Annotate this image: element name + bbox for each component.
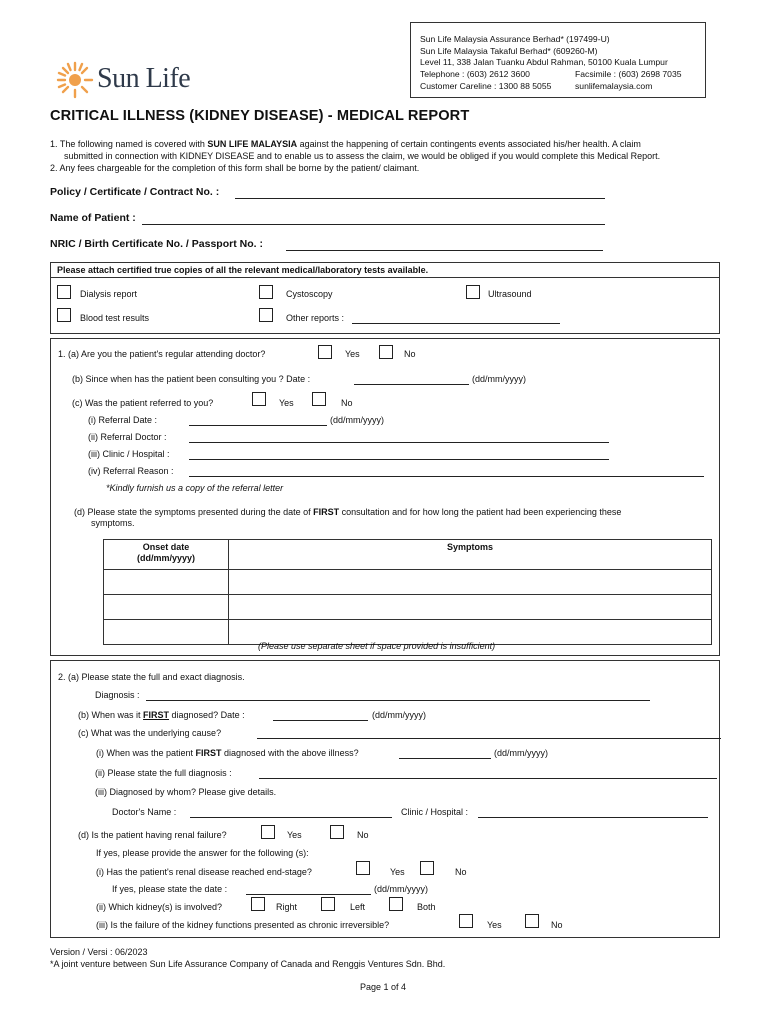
q2a-text: 2. (a) Please state the full and exact diagnosis. bbox=[58, 672, 245, 682]
left-kidney-label: Left bbox=[350, 902, 366, 912]
doctor-name-field[interactable] bbox=[190, 816, 392, 818]
q1civ-text: (iv) Referral Reason : bbox=[88, 466, 174, 476]
diagnosis-label: Diagnosis : bbox=[95, 690, 140, 700]
right-kidney-checkbox[interactable] bbox=[251, 897, 265, 911]
facsimile: Facsimile : (603) 2698 7035 bbox=[575, 69, 682, 80]
onset-date-cell[interactable] bbox=[104, 570, 229, 595]
company-address-box bbox=[410, 22, 706, 98]
doctor-name-label: Doctor's Name : bbox=[112, 807, 177, 817]
onset-date-header-line1: Onset date bbox=[142, 542, 190, 552]
address-line-1: Sun Life Malaysia Assurance Berhad* (197499-U) bbox=[420, 34, 610, 44]
q1a-no-checkbox[interactable] bbox=[379, 345, 393, 359]
referral-date-field[interactable] bbox=[189, 424, 327, 426]
table-row bbox=[104, 595, 712, 620]
cystoscopy-label: Cystoscopy bbox=[286, 289, 333, 299]
intro-text-2: against the happening of certain contingents events associated his/her health. A claim bbox=[297, 139, 641, 149]
ultrasound-label: Ultrasound bbox=[488, 289, 532, 299]
dialysis-label: Dialysis report bbox=[80, 289, 138, 299]
q1d-text-cont: symptoms. bbox=[91, 518, 135, 528]
q2d-text: (d) Is the patient having renal failure? bbox=[78, 830, 227, 840]
q2di-no-checkbox[interactable] bbox=[420, 861, 434, 875]
company-logo bbox=[55, 60, 200, 100]
separate-sheet-note: (Please use separate sheet if space provided is insufficient) bbox=[258, 641, 496, 651]
both-kidney-label: Both bbox=[417, 902, 436, 912]
q2diii-yes-checkbox[interactable] bbox=[459, 914, 473, 928]
intro-paragraph-2: 2. Any fees chargeable for the completion of this form shall be borne by the patient/ claimant. bbox=[50, 163, 420, 173]
version-text: Version / Versi : 06/2023 bbox=[50, 947, 148, 957]
symptoms-header: Symptoms bbox=[229, 540, 712, 570]
q1c-yes-label: Yes bbox=[279, 398, 294, 408]
blood-test-label: Blood test results bbox=[80, 313, 150, 323]
left-kidney-checkbox[interactable] bbox=[321, 897, 335, 911]
q2ci-text-b: diagnosed with the above illness? bbox=[221, 748, 359, 758]
address-phone-row bbox=[420, 69, 705, 81]
clinic-hospital-label: Clinic / Hospital : bbox=[401, 807, 469, 817]
table-row bbox=[104, 570, 712, 595]
q2ciii-text: (iii) Diagnosed by whom? Please give details. bbox=[95, 787, 277, 797]
other-reports-label: Other reports : bbox=[286, 313, 345, 323]
q2di-yes-checkbox[interactable] bbox=[356, 861, 370, 875]
right-kidney-label: Right bbox=[276, 902, 298, 912]
q2di-yes-label: Yes bbox=[390, 867, 405, 877]
first-diagnosed-date-field[interactable] bbox=[273, 719, 368, 721]
address-line-2: Sun Life Malaysia Takaful Berhad* (609260-M) bbox=[420, 45, 598, 56]
q2diii-no-checkbox[interactable] bbox=[525, 914, 539, 928]
q2diii-no-label: No bbox=[551, 920, 563, 930]
diagnosis-field[interactable] bbox=[146, 699, 650, 701]
both-kidney-checkbox[interactable] bbox=[389, 897, 403, 911]
q1ciii-text: (iii) Clinic / Hospital : bbox=[88, 449, 170, 459]
onset-date-header-line2: (dd/mm/yyyy) bbox=[136, 553, 196, 563]
address-line-3: Level 11, 338 Jalan Tuanku Abdul Rahman, 50100 Kuala Lumpur bbox=[420, 57, 668, 68]
intro-text: 1. The following named is covered with bbox=[50, 139, 208, 149]
q1a-text: 1. (a) Are you the patient's regular attending doctor? bbox=[58, 349, 266, 359]
q1a-no-label: No bbox=[404, 349, 416, 359]
underlying-cause-field[interactable] bbox=[257, 737, 721, 739]
q1b-text: (b) Since when has the patient been consulting you ? Date : bbox=[72, 374, 311, 384]
q1d-first: FIRST bbox=[313, 507, 340, 517]
symptoms-table bbox=[103, 539, 712, 645]
logo-wordmark: Sun Life bbox=[97, 63, 191, 94]
q2b-text bbox=[78, 710, 245, 721]
q2di-no-label: No bbox=[455, 867, 467, 877]
q2ci-text-a: (i) When was the patient bbox=[96, 748, 196, 758]
blood-test-checkbox[interactable] bbox=[57, 308, 71, 322]
clinic-hospital-field[interactable] bbox=[478, 816, 708, 818]
q2d-no-checkbox[interactable] bbox=[330, 825, 344, 839]
q1d-text-a: (d) Please state the symptoms presented during the date of bbox=[74, 507, 314, 517]
end-stage-date-format: (dd/mm/yyyy) bbox=[374, 884, 428, 894]
q2dii-text: (ii) Which kidney(s) is involved? bbox=[96, 902, 223, 912]
q2diii-yes-label: Yes bbox=[487, 920, 502, 930]
q1a-yes-checkbox[interactable] bbox=[318, 345, 332, 359]
patient-name-label: Name of Patient : bbox=[50, 212, 136, 224]
patient-name-field[interactable] bbox=[142, 223, 605, 225]
website: sunlifemalaysia.com bbox=[575, 80, 653, 91]
telephone: Telephone : (603) 2612 3600 bbox=[420, 69, 530, 80]
sun-logo-icon bbox=[55, 60, 95, 100]
dialysis-checkbox[interactable] bbox=[57, 285, 71, 299]
policy-number-label: Policy / Certificate / Contract No. : bbox=[50, 186, 220, 198]
page-number: Page 1 of 4 bbox=[360, 982, 407, 992]
onset-date-cell[interactable] bbox=[104, 595, 229, 620]
q2b-format: (dd/mm/yyyy) bbox=[372, 710, 426, 720]
onset-date-header bbox=[104, 540, 229, 570]
q2ci-text bbox=[96, 748, 359, 759]
q1d-text bbox=[74, 507, 621, 518]
q2ci-first: FIRST bbox=[195, 748, 222, 758]
referral-clinic-field[interactable] bbox=[189, 458, 609, 460]
q2ci-format: (dd/mm/yyyy) bbox=[494, 748, 548, 758]
nric-label: NRIC / Birth Certificate No. / Passport No. : bbox=[50, 238, 263, 250]
q1ci-text: (i) Referral Date : bbox=[88, 415, 158, 425]
full-diagnosis-field[interactable] bbox=[259, 777, 717, 779]
q1b-format: (dd/mm/yyyy) bbox=[472, 374, 526, 384]
end-stage-date-label: If yes, please state the date : bbox=[112, 884, 228, 894]
q1d-text-b: consultation and for how long the patient had been experiencing these bbox=[339, 507, 622, 517]
symptoms-cell[interactable] bbox=[229, 570, 712, 595]
question-2-section bbox=[50, 660, 720, 938]
q2b-first: FIRST bbox=[143, 710, 170, 720]
page-title: CRITICAL ILLNESS (KIDNEY DISEASE) - MEDICAL REPORT bbox=[50, 108, 470, 124]
ultrasound-checkbox[interactable] bbox=[466, 285, 480, 299]
illness-date-field[interactable] bbox=[399, 757, 491, 759]
q1c-yes-checkbox[interactable] bbox=[252, 392, 266, 406]
symptoms-cell[interactable] bbox=[229, 595, 712, 620]
q1c-text: (c) Was the patient referred to you? bbox=[72, 398, 214, 408]
referral-doctor-field[interactable] bbox=[189, 441, 609, 443]
q2b-text-b: diagnosed? Date : bbox=[169, 710, 245, 720]
q1cii-text: (ii) Referral Doctor : bbox=[88, 432, 167, 442]
referral-letter-note: *Kindly furnish us a copy of the referral letter bbox=[106, 483, 284, 493]
q2b-text-a: (b) When was it bbox=[78, 710, 144, 720]
intro-paragraph-1-cont: submitted in connection with KIDNEY DISEASE and to enable us to assess the claim, we would be obliged if you would complete this Medical Report. bbox=[64, 151, 661, 161]
nric-field[interactable] bbox=[286, 249, 603, 251]
cystoscopy-checkbox[interactable] bbox=[259, 285, 273, 299]
end-stage-date-field[interactable] bbox=[246, 893, 371, 895]
q2di-text: (i) Has the patient's renal disease reached end-stage? bbox=[96, 867, 312, 877]
address-careline-row bbox=[420, 81, 705, 93]
q2d-no-label: No bbox=[357, 830, 369, 840]
onset-date-cell[interactable] bbox=[104, 620, 229, 645]
other-reports-checkbox[interactable] bbox=[259, 308, 273, 322]
intro-paragraph-1 bbox=[50, 139, 641, 150]
q1c-no-checkbox[interactable] bbox=[312, 392, 326, 406]
referral-reason-field[interactable] bbox=[189, 475, 704, 477]
other-reports-field[interactable] bbox=[352, 322, 560, 324]
policy-number-field[interactable] bbox=[235, 197, 605, 199]
q1c-no-label: No bbox=[341, 398, 353, 408]
q2d-yes-label: Yes bbox=[287, 830, 302, 840]
referral-date-format: (dd/mm/yyyy) bbox=[330, 415, 384, 425]
q2c-text: (c) What was the underlying cause? bbox=[78, 728, 222, 738]
q1b-date-field[interactable] bbox=[354, 383, 469, 385]
careline: Customer Careline : 1300 88 5055 bbox=[420, 80, 552, 91]
attachment-heading: Please attach certified true copies of all the relevant medical/laboratory tests available. bbox=[57, 265, 429, 275]
q2diii-text: (iii) Is the failure of the kidney functions presented as chronic irreversible? bbox=[96, 920, 390, 930]
q2d-if-yes-text: If yes, please provide the answer for the following (s): bbox=[96, 848, 309, 858]
q2cii-text: (ii) Please state the full diagnosis : bbox=[95, 768, 232, 778]
q2d-yes-checkbox[interactable] bbox=[261, 825, 275, 839]
joint-venture-note: *A joint venture between Sun Life Assurance Company of Canada and Renggis Ventures Sdn. Bhd. bbox=[50, 959, 446, 969]
intro-company: SUN LIFE MALAYSIA bbox=[207, 139, 298, 149]
q1a-yes-label: Yes bbox=[345, 349, 360, 359]
